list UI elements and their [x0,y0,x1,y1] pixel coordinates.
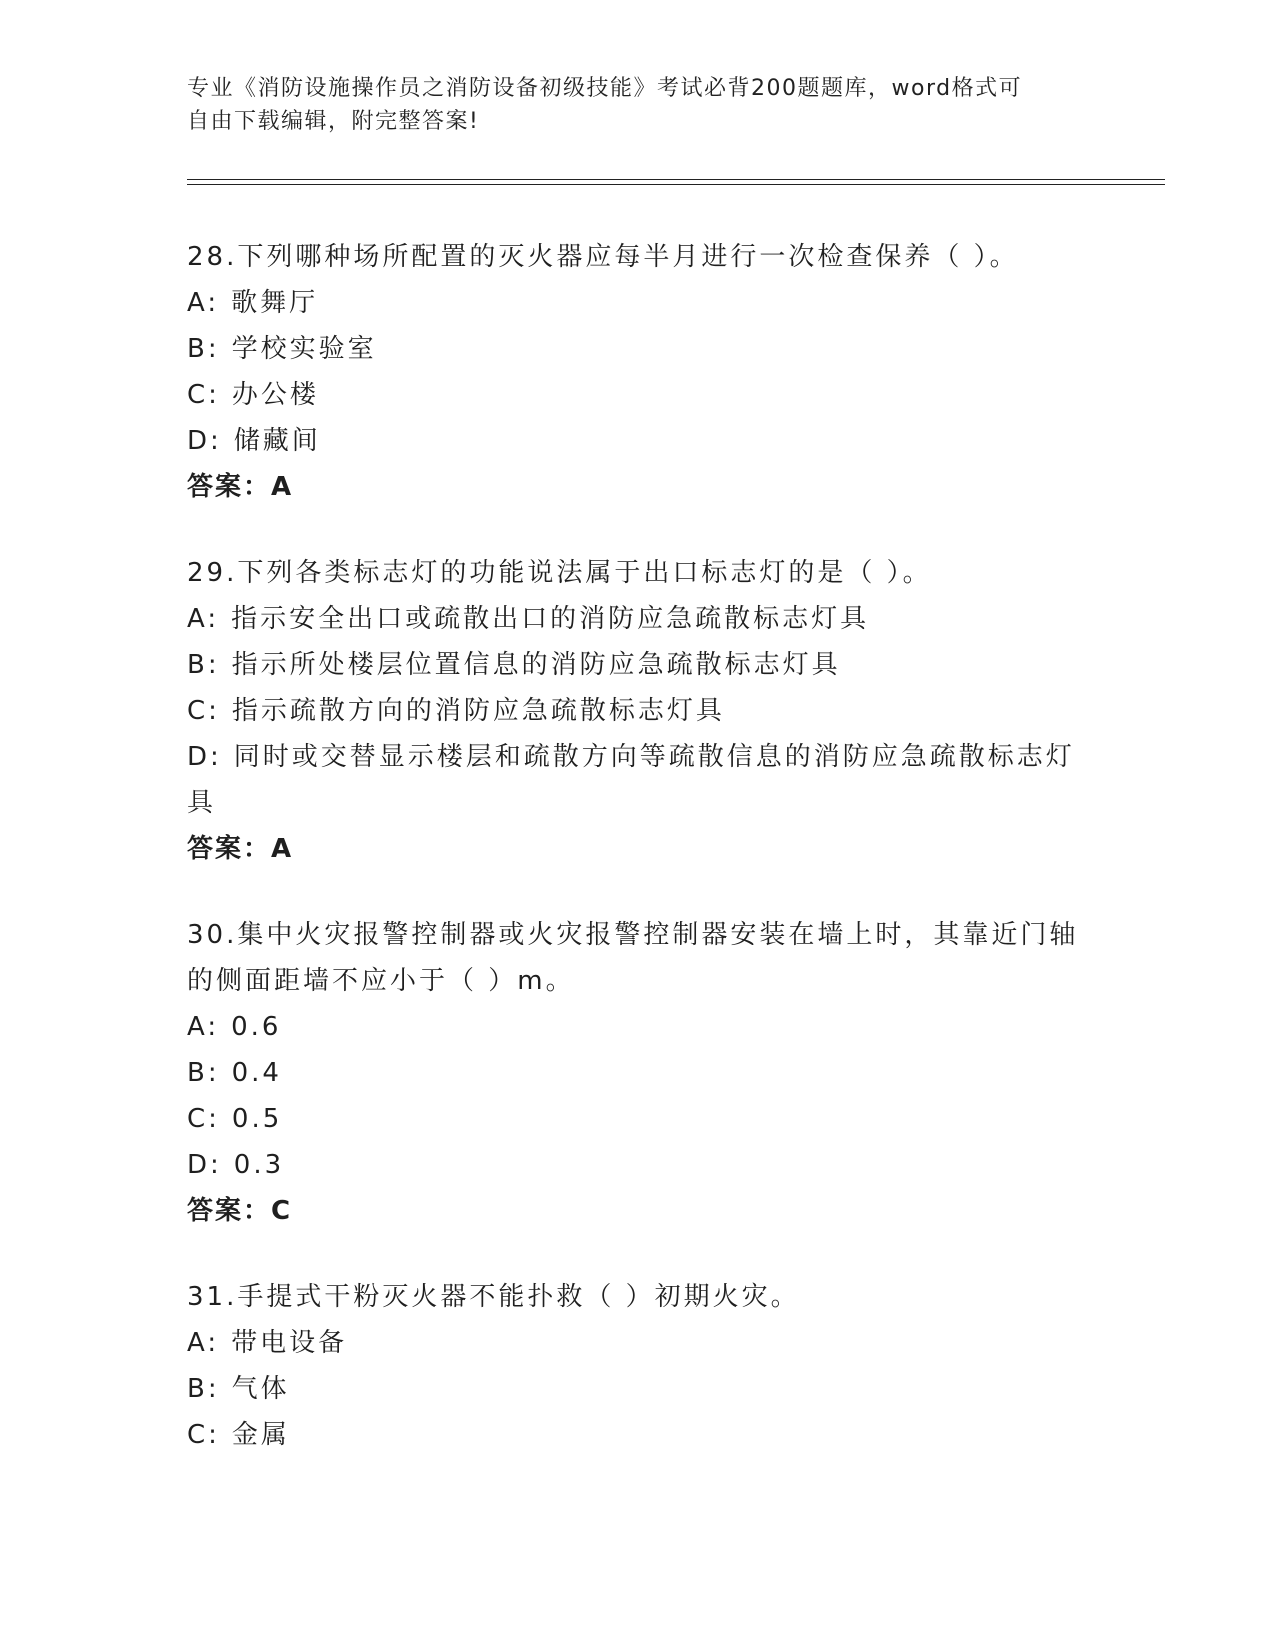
option-c [187,1412,1087,1458]
header-line-1: 专业《消防设施操作员之消防设备初级技能》考试必背200题题库，word格式可 [187,76,1023,101]
option-letter: A: [187,604,220,634]
option-text: 同时或交替显示楼层和疏散方向等疏散信息的消防应急疏散标志灯具 [187,742,1075,818]
option-letter: A: [187,288,220,318]
option-letter: B: [187,334,220,364]
answer: 答案：A [187,834,294,864]
question-stem: 30.集中火灾报警控制器或火灾报警控制器安装在墙上时，其靠近门轴的侧面距墙不应小于（ ）m。 [187,920,1079,996]
document-header [187,72,1087,138]
option-text: 学校实验室 [231,334,377,364]
option-b [187,1050,1087,1096]
option-text: 气体 [231,1374,290,1404]
question-29 [187,550,1087,872]
option-b [187,1366,1087,1412]
option-d [187,1142,1087,1188]
option-text: 指示所处楼层位置信息的消防应急疏散标志灯具 [231,650,841,680]
option-text: 0.4 [231,1058,282,1088]
option-letter: B: [187,1374,220,1404]
question-stem: 29.下列各类标志灯的功能说法属于出口标志灯的是（ ）。 [187,558,932,588]
question-31 [187,1274,1087,1458]
option-c [187,688,1087,734]
option-letter: C: [187,696,220,726]
option-text: 歌舞厅 [231,288,319,318]
header-divider-top [187,179,1165,180]
option-b [187,642,1087,688]
option-c [187,372,1087,418]
answer: 答案：A [187,472,294,502]
question-stem: 31.手提式干粉灭火器不能扑救（ ）初期火灾。 [187,1282,800,1312]
option-letter: A: [187,1328,220,1358]
option-letter: D: [187,742,222,772]
option-letter: D: [187,1150,222,1180]
header-divider-bottom [187,184,1165,185]
option-letter: B: [187,650,220,680]
option-letter: C: [187,1104,220,1134]
option-a [187,596,1087,642]
option-letter: B: [187,1058,220,1088]
option-letter: D: [187,426,222,456]
option-a [187,1320,1087,1366]
option-text: 金属 [231,1420,290,1450]
option-a [187,280,1087,326]
header-line-2: 自由下载编辑，附完整答案! [187,109,480,134]
option-text: 0.6 [231,1012,282,1042]
option-letter: A: [187,1012,220,1042]
option-text: 办公楼 [231,380,319,410]
option-text: 指示安全出口或疏散出口的消防应急疏散标志灯具 [231,604,870,634]
option-c [187,1096,1087,1142]
option-d [187,734,1087,826]
answer: 答案：C [187,1196,293,1226]
question-28 [187,234,1087,510]
option-a [187,1004,1087,1050]
option-d [187,418,1087,464]
question-list [187,234,1087,1498]
option-letter: C: [187,1420,220,1450]
option-text: 带电设备 [231,1328,348,1358]
option-letter: C: [187,380,220,410]
question-30 [187,912,1087,1234]
option-b [187,326,1087,372]
option-text: 0.3 [233,1150,285,1180]
question-stem: 28.下列哪种场所配置的灭火器应每半月进行一次检查保养（ ）。 [187,242,1019,272]
option-text: 0.5 [231,1104,283,1134]
option-text: 指示疏散方向的消防应急疏散标志灯具 [231,696,725,726]
option-text: 储藏间 [233,426,321,456]
